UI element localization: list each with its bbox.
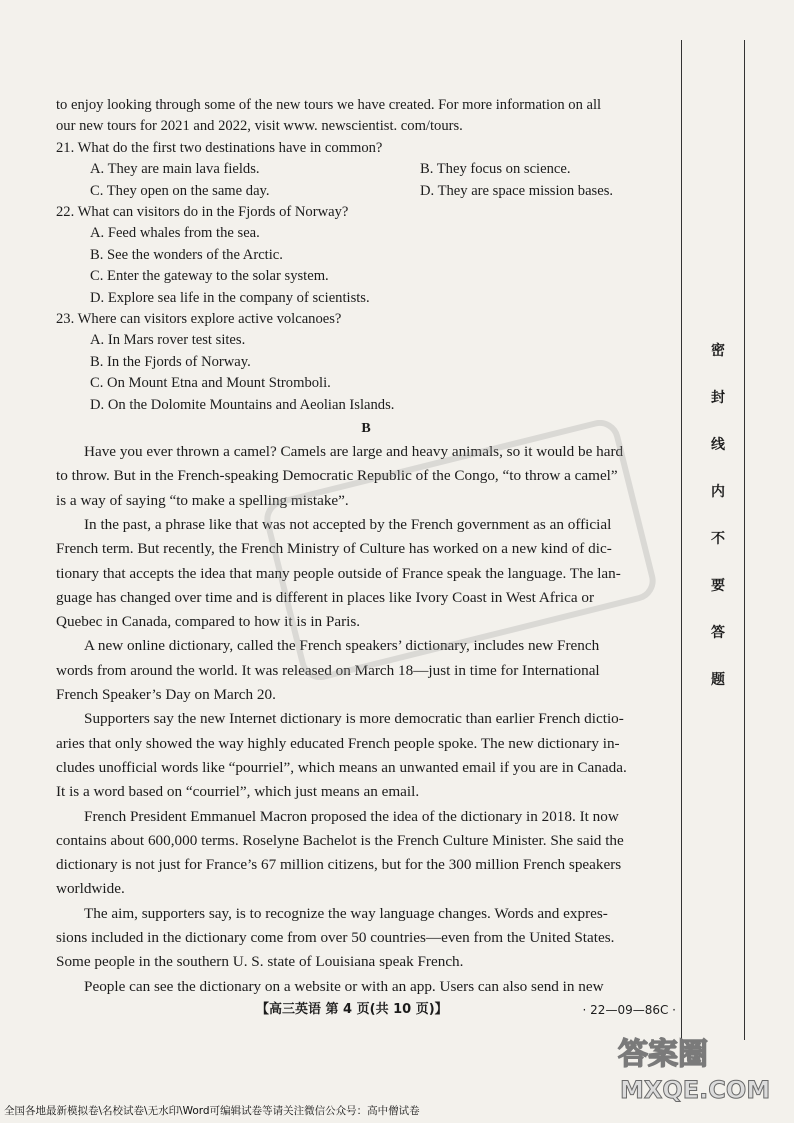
- paragraph-line: French President Emmanuel Macron proposed the idea of the dictionary in 2018. It now: [84, 807, 619, 825]
- paragraph-line: The aim, supporters say, is to recognize the way language changes. Words and expres-: [84, 904, 608, 922]
- site-logo-watermark: [600, 1028, 790, 1108]
- paragraph-line: aries that only showed the way highly educated French people spoke. The new dictionary in-: [56, 734, 620, 752]
- paragraph-line: It is a word based on “courriel”, which just means an email.: [56, 783, 420, 801]
- question-22: [56, 202, 676, 309]
- paragraph-line: In the past, a phrase like that was not accepted by the French government as an official: [84, 515, 612, 533]
- footer-exam-code: · 22—09—86C ·: [582, 1003, 676, 1017]
- question-stem: 23. Where can visitors explore active volcanoes?: [56, 311, 342, 328]
- paragraph-line: Have you ever thrown a camel? Camels are large and heavy animals, so it would be hard: [84, 443, 624, 461]
- margin-rule-inner: [681, 40, 682, 1040]
- option-b: B. See the wonders of the Arctic.: [90, 246, 283, 263]
- option-d: D. Explore sea life in the company of scientists.: [90, 289, 370, 306]
- paragraph-line: guage has changed over time and is different in places like Ivory Coast in West Africa or: [56, 588, 595, 606]
- paragraph-line: worldwide.: [56, 880, 125, 898]
- continued-text-line: our new tours for 2021 and 2022, visit www. newscientist. com/tours.: [56, 118, 463, 135]
- option-a: A. In Mars rover test sites.: [90, 332, 246, 349]
- watermark-logo-text: 答案圈: [618, 1037, 708, 1072]
- paragraph: [56, 975, 676, 999]
- option-d: D. They are space mission bases.: [420, 182, 614, 199]
- footer-page-info: 【高三英语 第 4 页(共 10 页)】: [256, 1002, 448, 1017]
- paragraph-line: A new online dictionary, called the French speakers’ dictionary, includes new French: [84, 637, 600, 655]
- watermark-domain-text: MXQE.COM: [620, 1076, 771, 1104]
- paragraph-line: words from around the world. It was released on March 18—just in time for International: [56, 661, 600, 679]
- question-stem: 21. What do the first two destinations have in common?: [56, 139, 383, 156]
- paragraph-line: to throw. But in the French-speaking Democratic Republic of the Congo, “to throw a camel”: [56, 467, 618, 485]
- paragraph: [56, 902, 676, 975]
- question-23: [56, 309, 676, 416]
- seal-line-notice: 密 封 线 内 不 要 答 题: [711, 343, 725, 688]
- margin-rule-outer: [744, 40, 745, 1040]
- continued-text-line: to enjoy looking through some of the new tours we have created. For more information on all: [56, 97, 602, 113]
- question-stem: 22. What can visitors do in the Fjords of Norway?: [56, 204, 349, 221]
- option-c: C. They open on the same day.: [90, 182, 270, 199]
- question-21: [56, 138, 676, 202]
- paragraph-line: dictionary is not just for France’s 67 million citizens, but for the 300 million French speakers: [56, 856, 622, 874]
- option-b: B. They focus on science.: [420, 161, 571, 178]
- bottom-credit-line: 全国各地最新模拟卷\名校试卷\无水印\Word可编辑试卷等请关注微信公众号：高中僧试卷: [4, 1105, 420, 1117]
- paragraph-line: French Speaker’s Day on March 20.: [56, 686, 276, 704]
- paragraph-line: Quebec in Canada, compared to how it is in Paris.: [56, 613, 361, 631]
- paragraph-line: cludes unofficial words like “pourriel”, which means an unwanted email if you are in Canada.: [56, 758, 627, 776]
- paragraph-line: Some people in the southern U. S. state of Louisiana speak French.: [56, 953, 464, 971]
- option-c: C. On Mount Etna and Mount Stromboli.: [90, 375, 331, 392]
- paragraph-line: is a way of saying “to make a spelling mistake”.: [56, 491, 349, 509]
- paragraph: [56, 805, 676, 902]
- option-c: C. Enter the gateway to the solar system.: [90, 268, 329, 285]
- option-a: A. Feed whales from the sea.: [90, 225, 260, 242]
- option-a: A. They are main lava fields.: [90, 161, 260, 178]
- option-b: B. In the Fjords of Norway.: [90, 353, 251, 370]
- faint-stamp-watermark: [250, 420, 670, 680]
- section-heading-b: B: [361, 421, 371, 437]
- paragraph: [56, 707, 676, 804]
- paragraph-line: Supporters say the new Internet dictionary is more democratic than earlier French dictio-: [84, 710, 624, 728]
- option-d: D. On the Dolomite Mountains and Aeolian Islands.: [90, 396, 395, 413]
- paragraph-line: contains about 600,000 terms. Roselyne Bachelot is the French Culture Minister. She said the: [56, 831, 624, 849]
- paragraph-line: French term. But recently, the French Ministry of Culture has worked on a new kind of dic-: [56, 540, 612, 558]
- paragraph-line: People can see the dictionary on a website or with an app. Users can also send in new: [84, 977, 604, 995]
- paragraph-line: sions included in the dictionary come from over 50 countries—even from the United States.: [56, 929, 615, 947]
- paragraph-line: tionary that accepts the idea that many people outside of France speak the language. The lan-: [56, 564, 621, 582]
